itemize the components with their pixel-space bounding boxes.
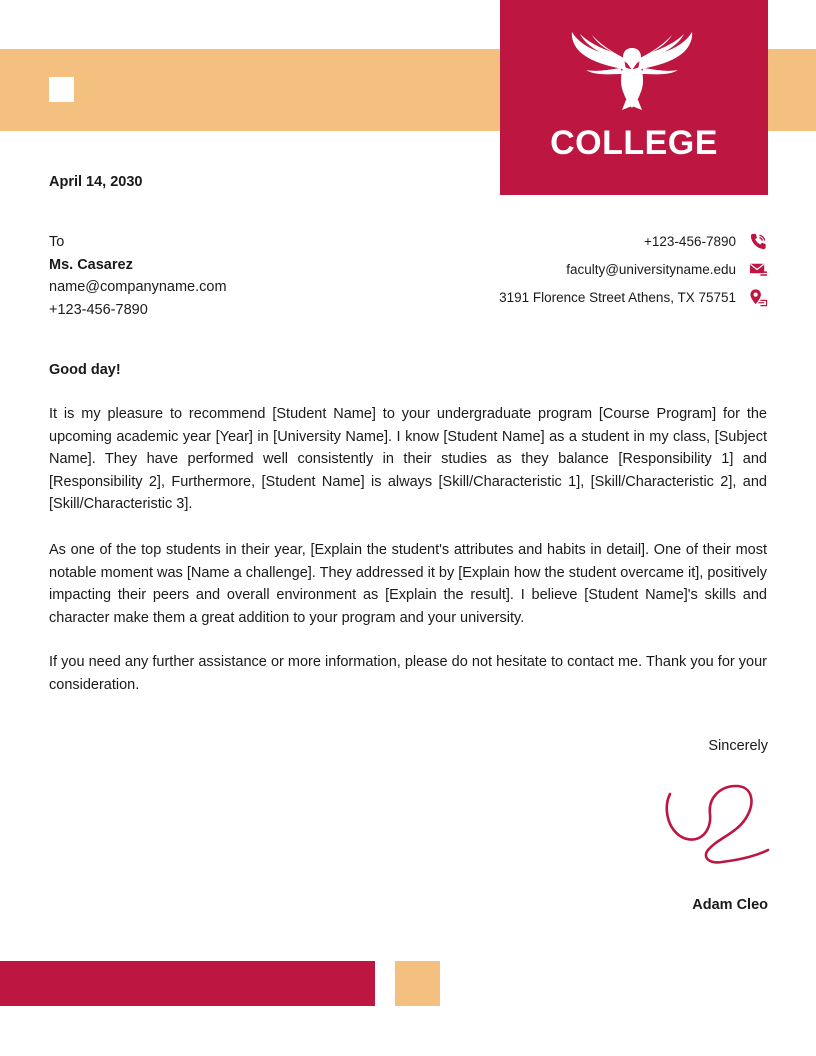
letter-date: April 14, 2030 [49,174,143,190]
signature [660,780,772,868]
signer-name: Adam Cleo [692,897,768,913]
body-paragraph-2: As one of the top students in their year, [Explain the student's attributes and habits in detail]. One of their most notable moment was [Name a challenge]. They addressed it by [Explain how the student overcame it], positively impacting their peers and overall environment as [Explain the result]. I believe [Student Name]'s skills and character make them a great addition to your program and your university. [49,542,767,626]
location-pin-icon [749,288,768,307]
sender-email: faculty@universityname.edu [566,262,736,277]
email-icon [749,260,768,279]
body-paragraph-3: If you need any further assistance or more information, please do not hesitate to contact me. Thank you for your consideration. [49,654,767,693]
to-label: To [49,234,65,250]
phone-icon [749,232,768,251]
sender-phone-row [644,232,768,251]
recipient-block [49,231,227,321]
header-square-decoration [49,77,74,102]
footer-bar [0,961,375,1006]
sender-address: 3191 Florence Street Athens, TX 75751 [499,290,736,305]
body-paragraph-1: It is my pleasure to recommend [Student Name] to your undergraduate program [Course Program] for the upcoming academic year [Year] in [University Name]. I know [Student Name] as a student in my class, [Subject Name]. They have performed well consistently in their studies as they balance [Responsibility 1] and [Responsibility 2], Furthermore, [Student Name] is always [Skill/Characteristic 1], [Skill/Characteristic 2], and [Skill/Characteristic 3]. [49,406,767,512]
sender-email-row [566,260,768,279]
recipient-name: Ms. Casarez [49,256,133,273]
sender-address-row [499,288,768,307]
closing: Sincerely [708,738,768,754]
footer-square-decoration [395,961,440,1006]
recipient-email: name@companyname.com [49,279,227,295]
greeting: Good day! [49,362,121,378]
sender-phone: +123-456-7890 [644,234,736,249]
recipient-phone: +123-456-7890 [49,301,148,318]
eagle-logo-icon [566,30,698,112]
logo-text: COLLEGE [550,124,718,162]
